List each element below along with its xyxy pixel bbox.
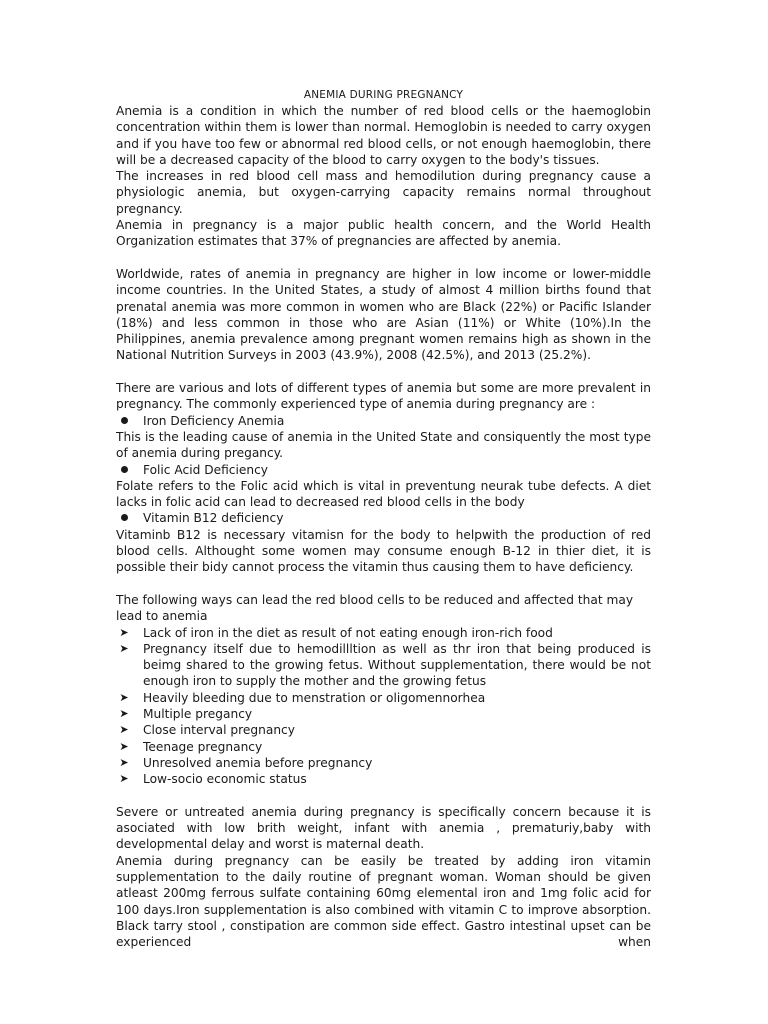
type-description: This is the leading cause of anemia in the United State and consiquently the most type of anemia during pregancy.	[116, 429, 651, 461]
cause-text: Lack of iron in the diet as result of not eating enough iron-rich food	[143, 625, 553, 640]
causes-list	[116, 625, 651, 788]
bullet-icon	[117, 413, 131, 429]
arrowhead-icon: ➤	[119, 706, 129, 720]
document-title: ANEMIA DURING PREGNANCY	[303, 89, 464, 101]
arrowhead-icon: ➤	[119, 739, 129, 753]
cause-text: Pregnancy itself due to hemodillltion as well as thr iron that being produced is beimg shared to the growing fetus. Without supplementation, there would be not enough iron to supply the mother and the growing fetus	[143, 641, 651, 689]
list-item	[116, 690, 651, 706]
type-description: Vitaminb B12 is necessary vitamisn for the body to helpwith the production of red blood cells. Althought some women may consume enough B-12 in thier diet, it is possible their bidy cannot process the vitamin thus causing them to have deficiency.	[116, 527, 651, 575]
arrowhead-icon: ➤	[119, 772, 129, 786]
paragraph-who: Anemia in pregnancy is a major public health concern, and the World Health Organization estimates that 37% of pregnancies are affected by anemia.	[116, 218, 651, 249]
spacer	[116, 364, 651, 380]
list-item	[116, 771, 651, 787]
types-list-2	[116, 462, 651, 478]
spacer	[116, 787, 651, 803]
cause-text: Low-socio economic status	[143, 772, 307, 787]
paragraph-definition: Anemia is a condition in which the number of red blood cells or the haemoglobin concentration within them is lower than normal. Hemoglobin is needed to carry oxygen and if you have too few or abnormal red blood cells, or not enough haemoglobin, there will be a decreased capacity of the blood to carry oxygen to the body's tissues.	[116, 104, 651, 167]
arrowhead-icon: ➤	[119, 625, 129, 639]
paragraph-worldwide: Worldwide, rates of anemia in pregnancy are higher in low income or lower-middle income countries. In the United States, a study of almost 4 million births found that prenatal anemia was more common in women who are Black (22%) or Pacific Islander (18%) and less common in those who are Asian (11%) or White (10%).In the Philippines, anemia prevalence among pregnant women remains high as shown in the National Nutrition Surveys in 2003 (43.9%), 2008 (42.5%), and 2013 (25.2%).	[116, 266, 651, 363]
list-item	[116, 722, 651, 738]
list-item	[116, 462, 651, 478]
type-description: Folate refers to the Folic acid which is vital in preventung neurak tube defects. A diet lacks in folic acid can lead to decreased red blood cells in the body	[116, 478, 651, 510]
types-list-1	[116, 413, 651, 429]
type-label: Iron Deficiency Anemia	[143, 413, 285, 428]
list-item	[116, 641, 651, 690]
cause-text: Heavily bleeding due to menstration or oligomennorhea	[143, 690, 486, 705]
paragraph-physiologic: The increases in red blood cell mass and hemodilution during pregnancy cause a physiologic anemia, but oxygen-carrying capacity remains normal throughout pregnancy.	[116, 169, 651, 216]
spacer	[116, 250, 651, 266]
paragraph-severe: Severe or untreated anemia during pregnancy is specifically concern because it is asociated with low brith weight, infant with anemia , prematuriy,baby with developmental delay and worst is maternal death.	[116, 804, 651, 852]
cause-text: Close interval pregnancy	[143, 723, 295, 738]
type-label: Vitamin B12 deficiency	[143, 511, 284, 526]
types-list-3	[116, 510, 651, 526]
type-label: Folic Acid Deficiency	[143, 462, 268, 477]
document-page	[116, 87, 651, 950]
spacer	[116, 576, 651, 592]
paragraph-types-intro: There are various and lots of different types of anemia but some are more prevalent in pregnancy. The commonly experienced type of anemia during pregnancy are :	[116, 381, 651, 412]
paragraph-causes-intro: The following ways can lead the red blood cells to be reduced and affected that may lead to anemia	[116, 592, 634, 624]
bullet-icon	[117, 510, 131, 526]
list-item	[116, 755, 651, 771]
cause-text: Teenage pregnancy	[143, 739, 263, 754]
list-item	[116, 739, 651, 755]
arrowhead-icon: ➤	[119, 690, 129, 704]
arrowhead-icon: ➤	[119, 755, 129, 769]
arrowhead-icon: ➤	[119, 723, 129, 737]
arrowhead-icon: ➤	[119, 641, 129, 655]
cause-text: Multiple pregancy	[143, 706, 253, 721]
bullet-icon	[117, 462, 131, 478]
list-item	[116, 510, 651, 526]
list-item	[116, 706, 651, 722]
paragraph-treatment: Anemia during pregnancy can be easily be treated by adding iron vitamin supplementation to the daily routine of pregnant woman. Woman should be given atleast 200mg ferrous sulfate containing 60mg elemental iron and 1mg folic acid for 100 days.Iron supplementation is also combined with vitamin C to improve absorption. Black tarry stool , constipation are common side effect. Gastro intestinal upset can be experienced when	[116, 853, 651, 950]
cause-text: Unresolved anemia before pregnancy	[143, 755, 373, 770]
list-item	[116, 413, 651, 429]
list-item	[116, 625, 651, 641]
